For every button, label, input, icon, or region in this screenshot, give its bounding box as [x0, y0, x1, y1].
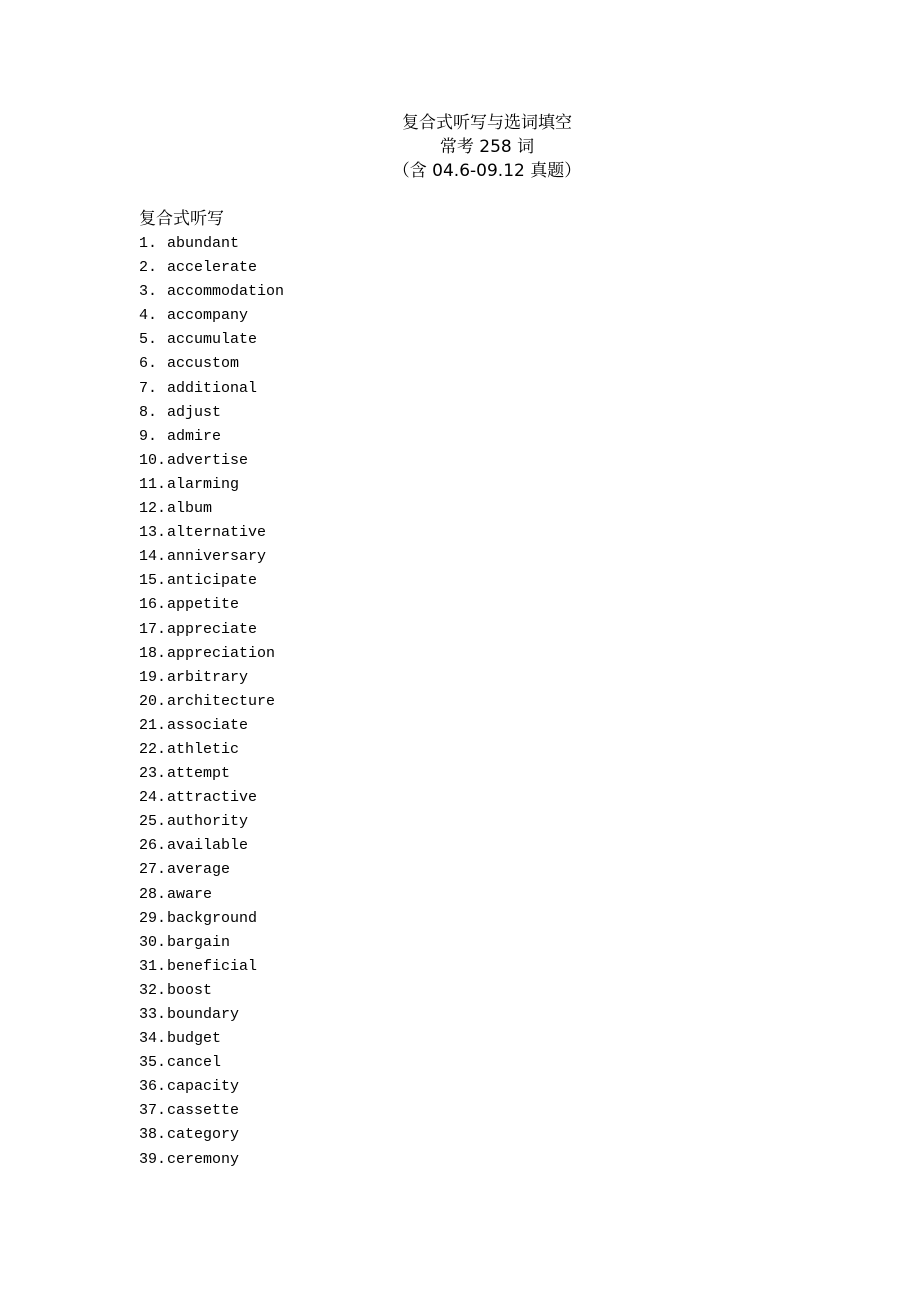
item-word: abundant	[167, 235, 240, 252]
item-word: appreciation	[167, 644, 276, 662]
item-number: 4.	[139, 307, 158, 325]
item-number: 27.	[139, 861, 167, 879]
item-word: beneficial	[167, 957, 258, 975]
item-word: accommodation	[167, 283, 285, 301]
item-word: athletic	[167, 740, 240, 758]
item-number: 16.	[139, 596, 167, 614]
item-word: anniversary	[167, 548, 267, 566]
item-number: 22.	[139, 740, 167, 758]
word-list-item	[139, 280, 284, 304]
item-number: 2.	[139, 259, 158, 277]
item-word: admire	[167, 427, 222, 445]
word-list-item	[139, 497, 284, 521]
word-list-item	[139, 979, 284, 1003]
word-list-item	[139, 690, 284, 714]
word-list-item	[139, 883, 284, 907]
word-list-item	[139, 1123, 284, 1147]
item-number: 21.	[139, 716, 167, 734]
item-word: alarming	[167, 475, 240, 493]
item-number: 37.	[139, 1102, 167, 1120]
item-number: 10.	[139, 451, 167, 469]
word-list-item	[139, 714, 284, 738]
item-word: anticipate	[167, 572, 258, 590]
item-number: 31.	[139, 957, 167, 975]
item-word: available	[167, 837, 249, 855]
item-number: 23.	[139, 765, 167, 783]
word-list-item	[139, 473, 284, 497]
item-word: arbitrary	[167, 668, 249, 686]
item-number: 13.	[139, 524, 167, 542]
word-list-item	[139, 593, 284, 617]
item-number: 19.	[139, 668, 167, 686]
item-word: adjust	[167, 403, 222, 421]
word-list-item	[139, 569, 284, 593]
item-word: additional	[167, 379, 258, 397]
item-number: 20.	[139, 692, 167, 710]
item-number: 12.	[139, 500, 167, 518]
item-number: 32.	[139, 981, 167, 999]
word-list-item	[139, 931, 284, 955]
item-number: 17.	[139, 620, 167, 638]
item-word: appetite	[167, 596, 240, 614]
item-number: 36.	[139, 1078, 167, 1096]
item-number: 15.	[139, 572, 167, 590]
word-list-item	[139, 1075, 284, 1099]
item-number: 6.	[139, 355, 158, 373]
document-title: 复合式听写与选词填空	[402, 113, 572, 133]
word-list-item	[139, 256, 284, 280]
word-list-item	[139, 352, 284, 376]
word-list-item	[139, 377, 284, 401]
item-number: 9.	[139, 427, 158, 445]
word-list-item	[139, 666, 284, 690]
item-number: 33.	[139, 1006, 167, 1023]
item-number: 25.	[139, 813, 167, 831]
word-list-item	[139, 328, 284, 352]
item-word: attempt	[167, 765, 231, 783]
item-word: appreciate	[167, 620, 258, 638]
item-word: advertise	[167, 451, 249, 469]
word-list-item	[139, 1051, 284, 1075]
item-word: attractive	[167, 789, 258, 807]
item-number: 1.	[139, 235, 158, 252]
item-number: 8.	[139, 403, 158, 421]
item-number: 5.	[139, 331, 158, 349]
document-range-note: （含 04.6-09.12 真题）	[392, 161, 582, 181]
item-word: boost	[167, 981, 213, 999]
word-list-item	[139, 642, 284, 666]
item-word: associate	[167, 716, 249, 734]
item-word: accelerate	[167, 259, 258, 277]
word-list-item	[139, 545, 284, 569]
word-list-item	[139, 449, 284, 473]
item-number: 38.	[139, 1126, 167, 1144]
item-number: 35.	[139, 1054, 167, 1072]
item-word: aware	[167, 885, 213, 903]
item-word: alternative	[167, 524, 267, 542]
word-list-item	[139, 401, 284, 425]
item-word: accumulate	[167, 331, 258, 349]
item-word: category	[167, 1126, 240, 1144]
word-list-item	[139, 425, 284, 449]
word-list-item	[139, 304, 284, 328]
item-word: capacity	[167, 1078, 240, 1096]
word-list-item	[139, 1099, 284, 1123]
word-list-item	[139, 762, 284, 786]
item-number: 28.	[139, 885, 167, 903]
item-number: 30.	[139, 933, 167, 951]
item-word: album	[167, 500, 213, 518]
item-word: ceremony	[167, 1150, 240, 1168]
item-word: authority	[167, 813, 249, 831]
item-word: cancel	[167, 1054, 222, 1072]
item-word: budget	[167, 1030, 222, 1048]
word-list-item	[139, 955, 284, 979]
item-number: 7.	[139, 379, 158, 397]
document-subtitle: 常考 258 词	[439, 137, 535, 157]
word-list-item	[139, 618, 284, 642]
item-word: architecture	[167, 692, 276, 710]
item-word: bargain	[167, 933, 231, 951]
item-number: 24.	[139, 789, 167, 807]
item-number: 18.	[139, 644, 167, 662]
item-word: accustom	[167, 355, 240, 373]
item-word: accompany	[167, 307, 249, 325]
item-number: 29.	[139, 909, 167, 927]
word-list	[139, 232, 284, 1172]
word-list-item	[139, 1027, 284, 1051]
word-list-item	[139, 738, 284, 762]
item-word: cassette	[167, 1102, 240, 1120]
word-list-item	[139, 858, 284, 882]
item-number: 34.	[139, 1030, 167, 1048]
item-number: 26.	[139, 837, 167, 855]
word-list-item	[139, 907, 284, 931]
word-list-item	[139, 834, 284, 858]
word-list-item	[139, 1148, 284, 1172]
word-list-item	[139, 786, 284, 810]
word-list-item	[139, 521, 284, 545]
word-list-item	[139, 232, 284, 256]
item-word: average	[167, 861, 231, 879]
item-number: 39.	[139, 1150, 167, 1168]
item-number: 3.	[139, 283, 158, 301]
item-word: boundary	[167, 1006, 240, 1023]
item-word: background	[167, 909, 258, 927]
item-number: 14.	[139, 548, 167, 566]
word-list-item	[139, 1003, 284, 1027]
word-list-item	[139, 810, 284, 834]
section-heading: 复合式听写	[139, 209, 224, 229]
item-number: 11.	[139, 475, 167, 493]
